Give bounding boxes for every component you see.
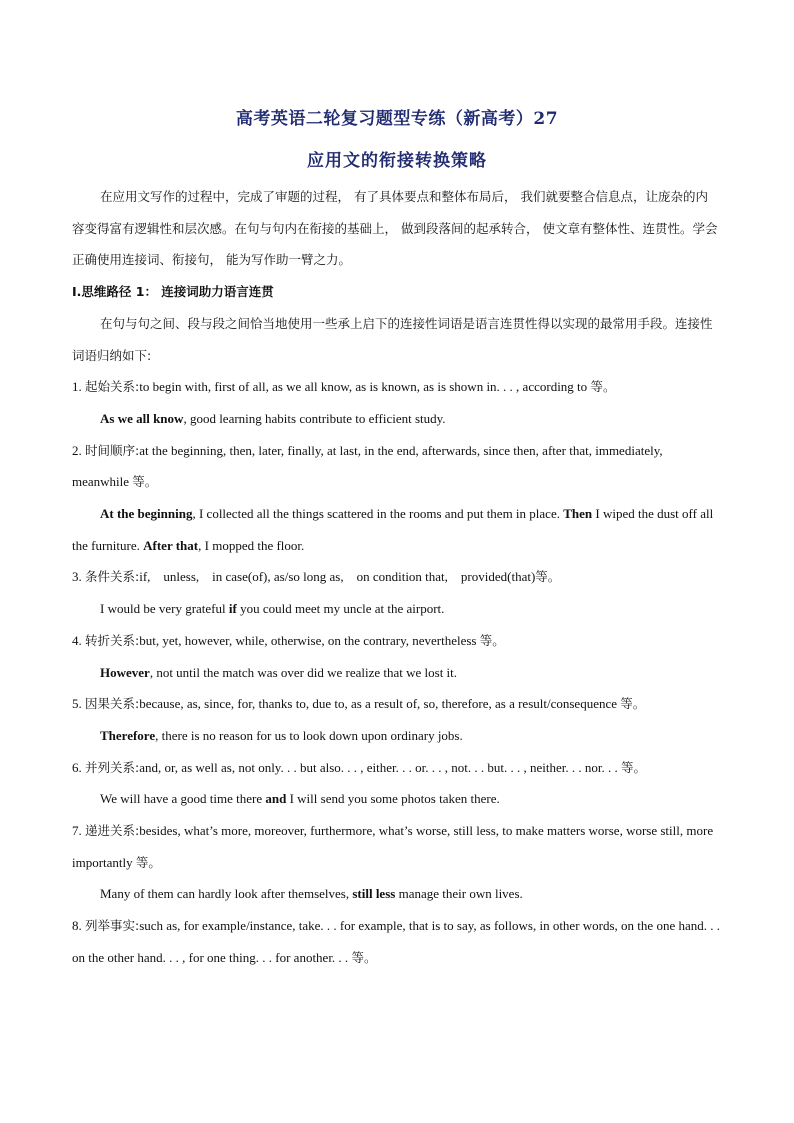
- list-item-3: 3. 条件关系:if, unless, in case(of), as/so long as, on condition that, provided(that)等。: [72, 569, 561, 585]
- section-description: 在句与句之间、段与段之间恰当地使用一些承上启下的连接性词语是语言连贯性得以实现的最常用手段。连接性词语归纳如下:: [72, 315, 713, 363]
- example-1: As we all know, good learning habits contribute to efficient study.: [100, 410, 446, 426]
- example-2: At the beginning, I collected all the things scattered in the rooms and put them in place. Then I wiped the dust off all the furniture. After that, I mopped the floor.: [72, 506, 714, 553]
- section-heading: I.思维路径 1： 连接词助力语言连贯: [72, 284, 274, 300]
- example-6: We will have a good time there and I will send you some photos taken there.: [100, 791, 500, 807]
- example-3: I would be very grateful if you could meet my uncle at the airport.: [100, 601, 445, 617]
- list-item-5: 5. 因果关系:because, as, since, for, thanks to, due to, as a result of, so, therefore, as a result/consequence 等。: [72, 696, 646, 712]
- page-title: 高考英语二轮复习题型专练（新高考）27: [235, 109, 559, 129]
- example-7: Many of them can hardly look after themselves, still less manage their own lives.: [100, 886, 523, 902]
- example-4: However, not until the match was over did we realize that we lost it.: [100, 664, 458, 680]
- list-item-2: 2. 时间顺序:at the beginning, then, later, finally, at last, in the end, afterwards, since then, after that, immediately, meanwhile 等。: [72, 442, 663, 490]
- example-5: Therefore, there is no reason for us to look down upon ordinary jobs.: [100, 727, 463, 743]
- document-body: [72, 181, 720, 974]
- intro-paragraph: 在应用文写作的过程中，完成了审题的过程， 有了具体要点和整体布局后， 我们就要整合信息点，让庞杂的内容变得富有逻辑性和层次感。在句与句内在衔接的基础上， 做到段落间的起承转合， 使文章有整体性、连贯性。学会正确使用连接词、衔接句， 能为写作助一臂之力。: [72, 189, 718, 268]
- list-item-4: 4. 转折关系:but, yet, however, while, otherwise, on the contrary, nevertheless 等。: [72, 632, 505, 648]
- page-subtitle: 应用文的衔接转换策略: [307, 151, 487, 171]
- list-item-6: 6. 并列关系:and, or, as well as, not only. . . but also. . . , either. . . or. . . , not. . . but. . . , neither. . . nor. . . 等。: [72, 759, 646, 775]
- list-item-7: 7. 递进关系:besides, what’s more, moreover, furthermore, what’s worse, still less, to make matters worse, worse still, more importantly 等。: [72, 823, 714, 870]
- list-item-1: 1. 起始关系:to begin with, first of all, as we all know, as is known, as is shown in. . . , according to 等。: [72, 379, 616, 395]
- list-item-8: 8. 列举事实:such as, for example/instance, take. . . for example, that is to say, as follows, in other words, on the one hand. . . on the other hand. . . , for one thing. . . for another. . . 等。: [72, 918, 720, 965]
